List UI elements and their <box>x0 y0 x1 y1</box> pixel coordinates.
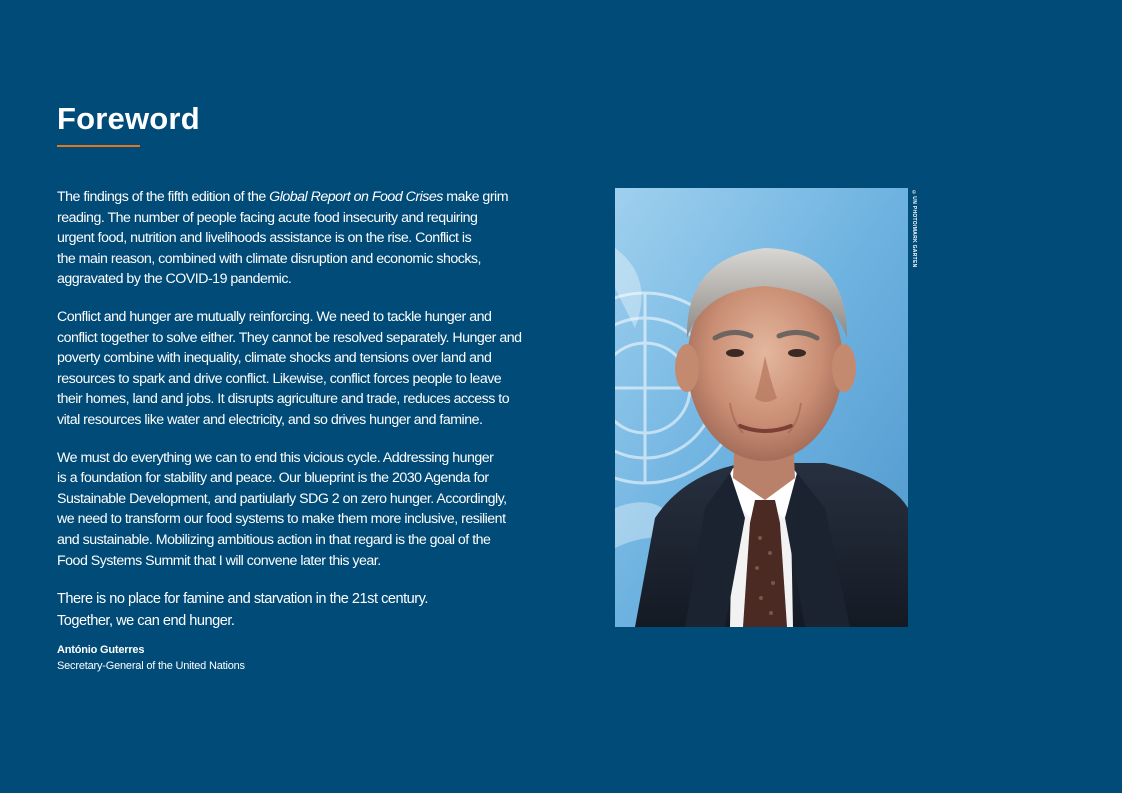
paragraph-1 <box>57 187 547 290</box>
text-line: vital resources like water and electricity, and so drives hunger and famine. <box>57 411 483 428</box>
text-line: poverty combine with inequality, climate shocks and tensions over land and <box>57 350 492 367</box>
report-title-italic: Global Report on Food Crises <box>269 189 443 205</box>
text-line: we need to transform our food systems to make them more inclusive, resilient <box>57 511 506 528</box>
text-line: reading. The number of people facing acute food insecurity and requiring <box>57 209 478 226</box>
text-span: The findings of the fifth edition of the <box>57 189 270 205</box>
paragraph-2 <box>57 307 547 431</box>
signature-name: António Guterres <box>57 644 145 657</box>
text-line: urgent food, nutrition and livelihoods assistance is on the rise. Conflict is <box>57 230 472 247</box>
page-title: Foreword <box>57 101 200 136</box>
text-line: Together, we can end hunger. <box>57 613 235 630</box>
paragraph-3 <box>57 448 547 572</box>
text-line <box>57 187 547 208</box>
text-span: make grim <box>442 189 509 205</box>
text-line: the main reason, combined with climate disruption and economic shocks, <box>57 250 481 267</box>
text-line: their homes, land and jobs. It disrupts agriculture and trade, reduces access to <box>57 391 510 408</box>
text-line: There is no place for famine and starvation in the 21st century. <box>57 591 428 608</box>
title-underline-divider <box>57 145 140 147</box>
photo-credit: ©UN PHOTO/MARK GARTEN <box>911 190 917 268</box>
text-line: is a foundation for stability and peace. Our blueprint is the 2030 Agenda for <box>57 470 489 487</box>
closing-statement <box>57 588 547 632</box>
text-line: resources to spark and drive conflict. Likewise, conflict forces people to leave <box>57 370 502 387</box>
text-line: aggravated by the COVID-19 pandemic. <box>57 271 292 288</box>
text-line: Food Systems Summit that I will convene later this year. <box>57 552 381 569</box>
text-line: We must do everything we can to end this vicious cycle. Addressing hunger <box>57 449 494 466</box>
text-line: Sustainable Development, and partiularly SDG 2 on zero hunger. Accordingly, <box>57 490 507 507</box>
portrait-illustration <box>615 188 908 627</box>
foreword-body <box>57 187 547 674</box>
text-line: conflict together to solve either. They cannot be resolved separately. Hunger and <box>57 329 522 346</box>
signature-title: Secretary-General of the United Nations <box>57 660 245 673</box>
text-line: and sustainable. Mobilizing ambitious action in that regard is the goal of the <box>57 531 491 548</box>
text-line: Conflict and hunger are mutually reinforcing. We need to tackle hunger and <box>57 308 492 325</box>
portrait-photo <box>615 188 908 627</box>
